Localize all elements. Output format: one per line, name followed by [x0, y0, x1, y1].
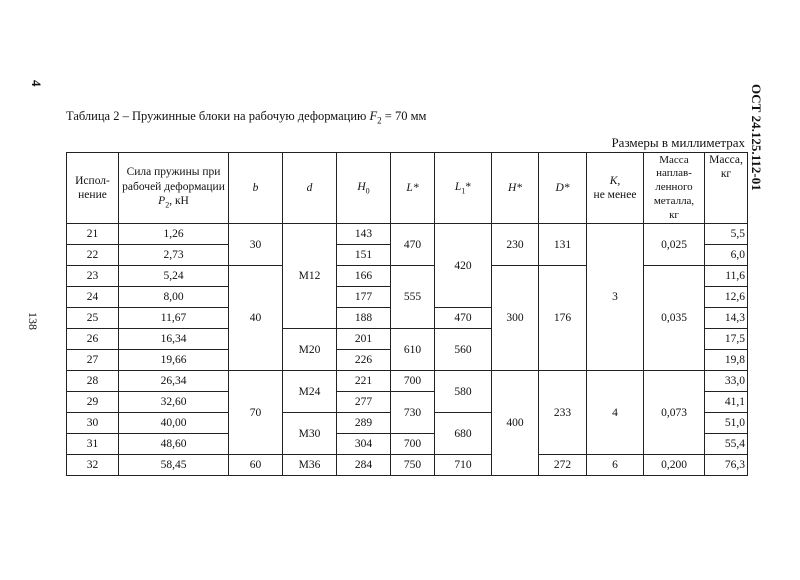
cell-variant: 29: [67, 392, 119, 413]
header-h: H*: [492, 153, 539, 224]
table-row: [67, 455, 748, 476]
cell-weld-mass: 0,200: [644, 455, 705, 476]
cell-d: M36: [283, 455, 337, 476]
cell-h: 400: [492, 371, 539, 476]
cell-h0: 201: [337, 329, 391, 350]
cell-weld-mass: 0,025: [644, 224, 705, 266]
header-d: d: [283, 153, 337, 224]
cell-weld-mass: 0,073: [644, 371, 705, 455]
cell-force: 48,60: [119, 434, 229, 455]
cell-k: 6: [587, 455, 644, 476]
cell-dd: 131: [539, 224, 587, 266]
cell-mass: 14,3: [705, 308, 748, 329]
cell-variant: 26: [67, 329, 119, 350]
cell-h: 300: [492, 266, 539, 371]
cell-weld-mass: 0,035: [644, 266, 705, 371]
cell-b: 40: [229, 266, 283, 371]
cell-variant: 22: [67, 245, 119, 266]
cell-force: 26,34: [119, 371, 229, 392]
header-mass: Масса, кг: [705, 153, 748, 224]
cell-dd: 233: [539, 371, 587, 455]
cell-d: M24: [283, 371, 337, 413]
cell-l: 470: [391, 224, 435, 266]
cell-variant: 24: [67, 287, 119, 308]
cell-variant: 21: [67, 224, 119, 245]
cell-mass: 41,1: [705, 392, 748, 413]
cell-force: 19,66: [119, 350, 229, 371]
table-title: Таблица 2 – Пружинные блоки на рабочую деформацию $F_2 = 70$ мм: [66, 109, 427, 126]
table-row: [67, 224, 748, 245]
cell-l: 610: [391, 329, 435, 371]
cell-mass: 5,5: [705, 224, 748, 245]
table-row: [67, 371, 748, 392]
cell-variant: 31: [67, 434, 119, 455]
cell-mass: 51,0: [705, 413, 748, 434]
header-dd: D*: [539, 153, 587, 224]
cell-variant: 27: [67, 350, 119, 371]
cell-mass: 33,0: [705, 371, 748, 392]
header-h0: $H_0$: [337, 153, 391, 224]
cell-variant: 30: [67, 413, 119, 434]
cell-mass: 6,0: [705, 245, 748, 266]
cell-l1: 580: [435, 371, 492, 413]
header-l1: $L_1*$: [435, 153, 492, 224]
cell-l1: 680: [435, 413, 492, 455]
cell-h0: 289: [337, 413, 391, 434]
cell-h0: 151: [337, 245, 391, 266]
cell-mass: 55,4: [705, 434, 748, 455]
cell-l: 700: [391, 371, 435, 392]
cell-force: 40,00: [119, 413, 229, 434]
header-weld-mass: Масса наплав- ленного металла, кг: [644, 153, 705, 224]
cell-b: 70: [229, 371, 283, 455]
cell-d: M12: [283, 224, 337, 329]
cell-h0: 304: [337, 434, 391, 455]
cell-h0: 226: [337, 350, 391, 371]
cell-l: 750: [391, 455, 435, 476]
units-note: Размеры в миллиметрах: [611, 135, 745, 150]
cell-variant: 32: [67, 455, 119, 476]
cell-force: 16,34: [119, 329, 229, 350]
cell-l: 555: [391, 266, 435, 329]
cell-dd: 272: [539, 455, 587, 476]
cell-l1: 470: [435, 308, 492, 329]
cell-mass: 12,6: [705, 287, 748, 308]
table-row: [67, 266, 748, 287]
spring-blocks-table: [66, 152, 748, 476]
cell-force: 2,73: [119, 245, 229, 266]
cell-variant: 23: [67, 266, 119, 287]
cell-force: 32,60: [119, 392, 229, 413]
header-row: [67, 153, 748, 224]
cell-l1: 420: [435, 224, 492, 308]
cell-l: 700: [391, 434, 435, 455]
cell-variant: 25: [67, 308, 119, 329]
cell-mass: 19,8: [705, 350, 748, 371]
header-force: Сила пружины при рабочей деформации $P_2$, кН: [119, 153, 229, 224]
cell-k: 3: [587, 224, 644, 371]
cell-force: 11,67: [119, 308, 229, 329]
cell-h0: 221: [337, 371, 391, 392]
page-number: 4: [29, 80, 44, 87]
cell-mass: 11,6: [705, 266, 748, 287]
cell-l1: 560: [435, 329, 492, 371]
cell-h0: 277: [337, 392, 391, 413]
cell-variant: 28: [67, 371, 119, 392]
cell-h0: 143: [337, 224, 391, 245]
cell-h0: 166: [337, 266, 391, 287]
header-k: K, не менее: [587, 153, 644, 224]
cell-mass: 76,3: [705, 455, 748, 476]
side-page-number: 138: [26, 312, 40, 330]
header-l: L*: [391, 153, 435, 224]
header-b: b: [229, 153, 283, 224]
cell-d: M30: [283, 413, 337, 455]
cell-l1: 710: [435, 455, 492, 476]
standard-code: ОСТ 24.125.112-01: [749, 84, 764, 191]
cell-h0: 177: [337, 287, 391, 308]
cell-force: 58,45: [119, 455, 229, 476]
cell-force: 8,00: [119, 287, 229, 308]
cell-l: 730: [391, 392, 435, 434]
cell-mass: 17,5: [705, 329, 748, 350]
cell-dd: 176: [539, 266, 587, 371]
cell-b: 60: [229, 455, 283, 476]
cell-h0: 188: [337, 308, 391, 329]
header-variant: Испол- нение: [67, 153, 119, 224]
cell-h: 230: [492, 224, 539, 266]
cell-force: 5,24: [119, 266, 229, 287]
cell-d: M20: [283, 329, 337, 371]
cell-force: 1,26: [119, 224, 229, 245]
cell-b: 30: [229, 224, 283, 266]
cell-k: 4: [587, 371, 644, 455]
cell-h0: 284: [337, 455, 391, 476]
